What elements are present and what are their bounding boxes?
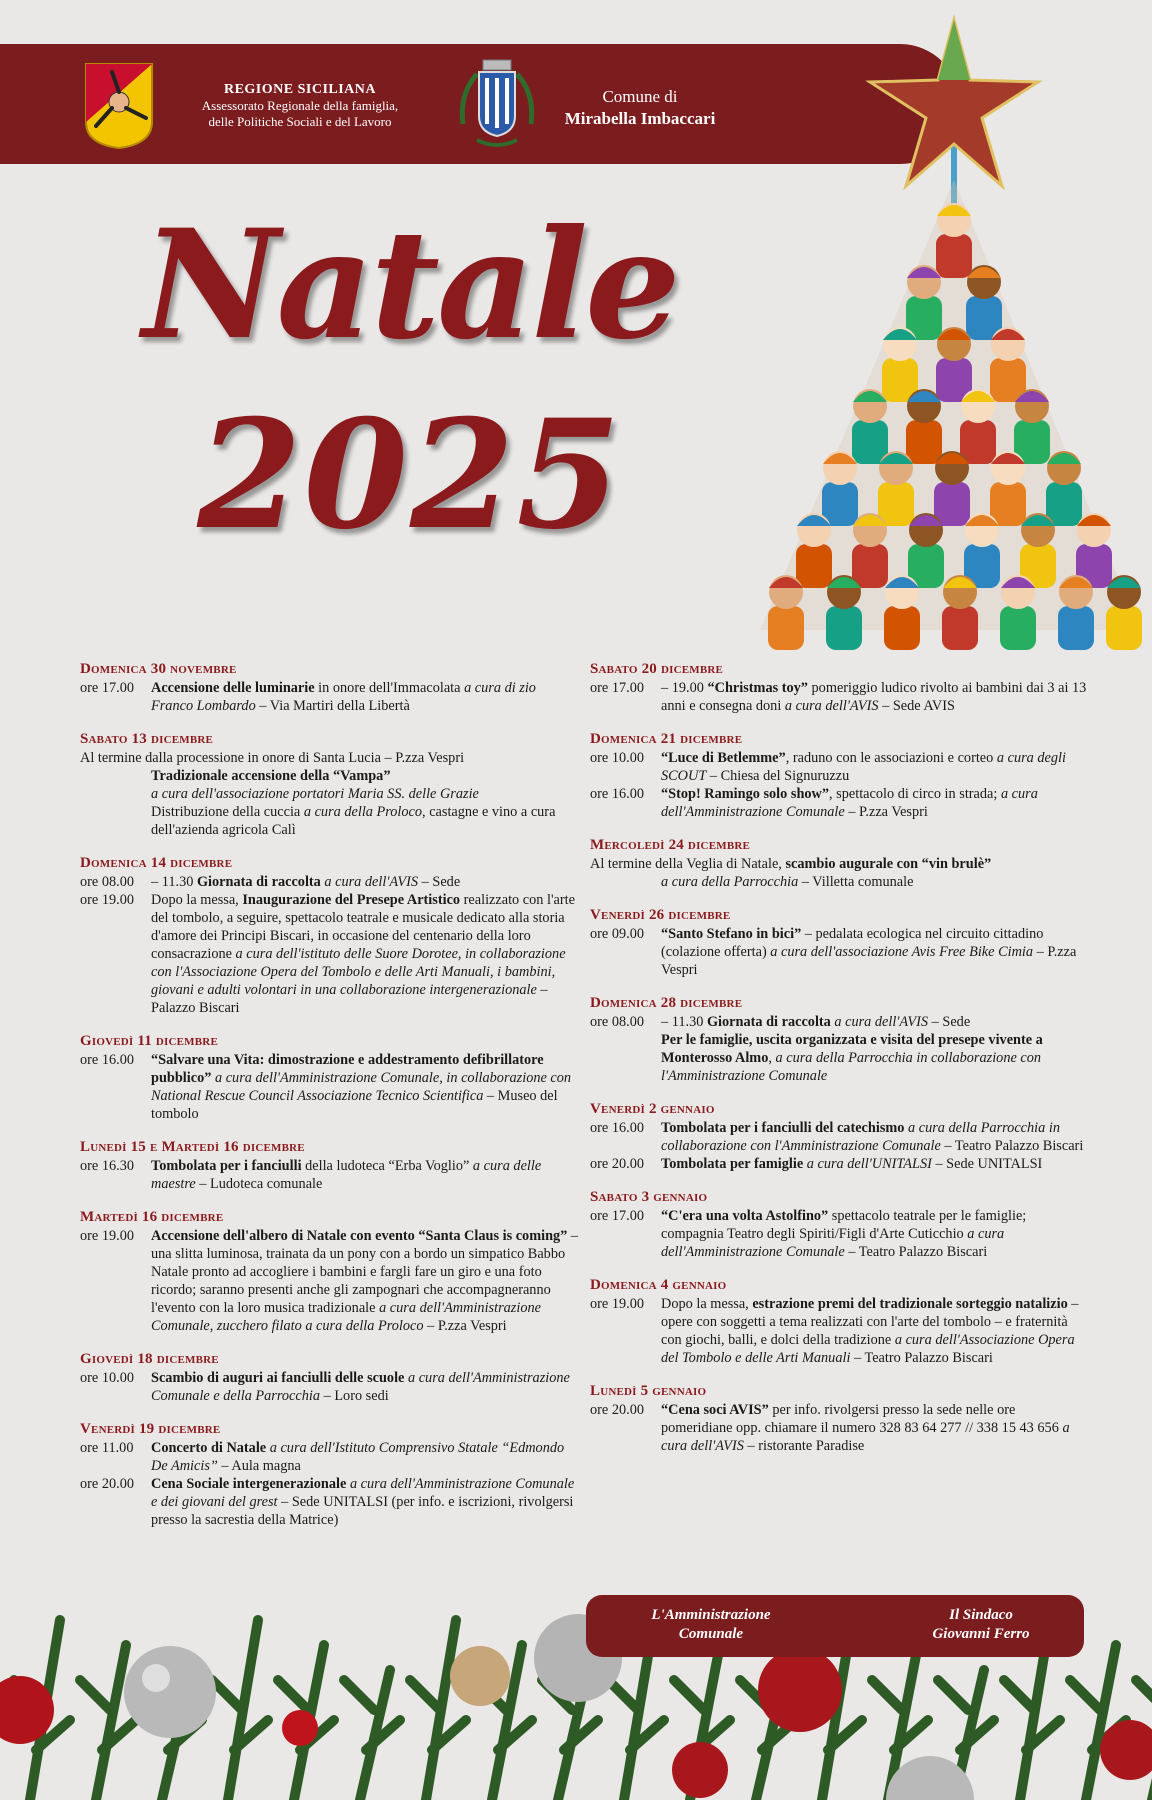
event-date-title: Lunedì 5 gennaio <box>590 1383 707 1399</box>
event-text: – Teatro Palazzo Biscari <box>844 1244 988 1260</box>
region-header <box>165 82 435 130</box>
event-time: ore 19.00 <box>80 892 134 908</box>
event-date-title: Lunedì 15 e Martedì 16 dicembre <box>80 1139 305 1155</box>
event-time <box>80 785 151 803</box>
event-block <box>80 1138 580 1193</box>
event-description <box>151 1439 580 1475</box>
child-figure <box>1000 606 1036 650</box>
event-text: a cura dell'Amministrazione Comunale, in collaborazione con National Rescue Council Associazione Tecnico Scientifica <box>151 1070 572 1104</box>
event-row <box>590 873 1090 891</box>
event-description <box>151 767 580 785</box>
event-time: ore 17.00 <box>590 1208 644 1224</box>
comune-crest-icon <box>455 54 539 158</box>
event-description <box>661 1295 1090 1367</box>
event-text: Accensione delle luminarie <box>151 680 315 696</box>
event-text: estrazione premi del tradizionale sorteggio natalizio <box>752 1296 1068 1312</box>
event-text: Tombolata per famiglie <box>661 1156 804 1172</box>
event-time: ore 08.00 <box>590 1014 644 1030</box>
children-christmas-tree-illustration <box>720 10 1152 650</box>
event-description <box>151 891 580 1017</box>
event-text: “Salvare una Vita: dimostrazione e addestramento defibrillatore pubblico” <box>151 1052 544 1086</box>
event-text: a cura dell'Associazione Opera del Tombolo e delle Arti Manuali <box>661 1332 1075 1366</box>
event-text: Inaugurazione del Presepe Artistico <box>242 892 461 908</box>
child-figure <box>990 482 1026 526</box>
event-text: a cura dell'associazione Avis Free Bike Cimia <box>770 944 1034 960</box>
event-date-title: Sabato 20 dicembre <box>590 661 724 677</box>
event-row <box>590 679 1090 715</box>
event-date-title: Venerdì 19 dicembre <box>80 1421 221 1437</box>
event-text: a cura dell'Amministrazione Comunale e della Parrocchia <box>151 1370 570 1404</box>
event-text: “C'era una volta Astolfino” <box>661 1208 829 1224</box>
event-text: a cura dell'associazione portatori Maria SS. delle Grazie <box>151 786 479 802</box>
event-date-title: Martedì 16 dicembre <box>80 1209 224 1225</box>
event-row <box>80 1369 580 1405</box>
event-description <box>151 873 580 891</box>
event-text: Scambio di auguri ai fanciulli delle scuole <box>151 1370 405 1386</box>
event-description <box>661 679 1090 715</box>
event-text: – 11.30 <box>661 1014 707 1030</box>
event-time: ore 16.00 <box>80 1052 134 1068</box>
event-text: Giornata di raccolta <box>706 1014 831 1030</box>
event-date-title: Giovedì 11 dicembre <box>80 1033 218 1049</box>
event-row <box>590 1119 1090 1155</box>
event-date-title: Venerdì 26 dicembre <box>590 907 731 923</box>
event-description <box>151 679 580 715</box>
event-text: a cura dell'AVIS <box>661 1420 1070 1454</box>
event-time: ore 16.00 <box>590 1120 644 1136</box>
event-row <box>80 873 580 891</box>
child-figure <box>960 420 996 464</box>
event-text: per info. rivolgersi presso la sede nelle ore pomeridiane opp. chiamare il numero 328 83 64 277 // 338 15 43 656 <box>661 1402 1063 1436</box>
event-text: – 19.00 <box>661 680 708 696</box>
event-time <box>590 873 661 891</box>
event-description <box>661 1119 1090 1155</box>
event-time: ore 11.00 <box>80 1440 134 1456</box>
event-text: , spettacolo di circo in strada; <box>829 786 1001 802</box>
event-text: – Museo del tombolo <box>151 1088 558 1122</box>
event-block <box>590 730 1090 821</box>
event-text: Concerto di Natale <box>151 1440 267 1456</box>
event-block <box>80 660 580 715</box>
event-text: scambio augurale con “vin brulè” <box>785 856 992 872</box>
event-date-title: Sabato 3 gennaio <box>590 1189 708 1205</box>
child-figure <box>906 420 942 464</box>
event-description <box>80 749 580 767</box>
event-row <box>80 1227 580 1335</box>
pine-branch <box>212 1620 268 1800</box>
event-text: Giornata di raccolta <box>196 874 321 890</box>
event-block <box>80 1420 580 1529</box>
event-text: – Aula magna <box>217 1458 301 1474</box>
event-text: – P.zza Vespri <box>661 944 1077 978</box>
event-text: , castagne e vino a cura dell'azienda agricola Calì <box>151 804 556 838</box>
event-row <box>80 1157 580 1193</box>
event-text: a cura dell'UNITALSI <box>806 1156 932 1172</box>
region-line2: Assessorato Regionale della famiglia, <box>201 98 399 113</box>
event-text: – Sede <box>418 874 461 890</box>
event-time: ore 08.00 <box>80 874 134 890</box>
event-date-title: Domenica 30 novembre <box>80 661 237 677</box>
event-text: , raduno con le associazioni e corteo <box>785 750 997 766</box>
event-text: – Via Martiri della Libertà <box>255 698 410 714</box>
event-time <box>80 767 151 785</box>
event-text: a cura della Parrocchia in collaborazione con l'Amministrazione Comunale <box>661 1120 1060 1154</box>
event-description <box>661 1401 1090 1455</box>
event-text: a cura della Parrocchia in collaborazione con l'Amministrazione Comunale <box>661 1050 1042 1084</box>
event-text: – una slitta luminosa, trainata da un pony con a bordo un simpatico Babbo Natale pronto ad accogliere i bambini e fargli fare un giro e una foto ricordo; saranno presenti anche gli zampognari che accompagneranno l'evento con la loro musica tradizionale <box>151 1228 579 1316</box>
pine-branch <box>80 1645 136 1800</box>
event-text: a cura della Parrocchia <box>661 874 799 890</box>
child-figure <box>1058 606 1094 650</box>
event-row <box>590 1295 1090 1367</box>
event-text: Tombolata per i fanciulli del catechismo <box>661 1120 905 1136</box>
event-text: “Luce di Betlemme” <box>661 750 786 766</box>
child-figure <box>1046 482 1082 526</box>
event-time: ore 17.00 <box>590 680 644 696</box>
event-block <box>80 1350 580 1405</box>
event-text: Distribuzione della cuccia <box>151 804 304 820</box>
event-block <box>80 730 580 839</box>
event-time: ore 16.30 <box>80 1158 134 1174</box>
child-figure <box>768 606 804 650</box>
region-line3: delle Politiche Sociali e del Lavoro <box>208 114 392 129</box>
event-description <box>661 785 1090 821</box>
event-time: ore 10.00 <box>80 1370 134 1386</box>
event-text: – Ludoteca comunale <box>195 1176 323 1192</box>
event-row <box>590 925 1090 979</box>
event-text: a cura dell'Amministrazione Comunale, zucchero filato a cura della Proloco <box>151 1300 541 1334</box>
event-text: – Loro sedi <box>320 1388 389 1404</box>
event-text: Per le famiglie, uscita organizzata e visita del presepe vivente a Monterosso Almo <box>661 1032 1043 1066</box>
child-figure <box>942 606 978 650</box>
event-text: a cura di zio Franco Lombardo <box>151 680 536 714</box>
event-text: della ludoteca “Erba Voglio” <box>301 1158 473 1174</box>
event-block <box>590 836 1090 891</box>
event-text: a cura dell'Amministrazione Comunale <box>661 786 1038 820</box>
event-row <box>80 679 580 715</box>
event-row <box>80 785 580 803</box>
event-row <box>590 749 1090 785</box>
event-description <box>590 855 1090 873</box>
event-row <box>590 1013 1090 1031</box>
event-description <box>661 1013 1090 1031</box>
pine-branch <box>410 1620 466 1800</box>
event-block <box>590 1382 1090 1455</box>
event-block <box>590 1276 1090 1367</box>
event-row <box>80 1475 580 1529</box>
event-text: Tombolata per i fanciulli <box>151 1158 302 1174</box>
event-row <box>80 767 580 785</box>
event-description <box>151 1051 580 1123</box>
event-block <box>80 1032 580 1123</box>
event-text: – Villetta comunale <box>798 874 914 890</box>
event-text: “Christmas toy” <box>707 680 808 696</box>
event-text: a cura dell'Istituto Comprensivo Statale “Edmondo De Amicis” <box>151 1440 565 1474</box>
event-block <box>590 660 1090 715</box>
region-name: REGIONE SICILIANA <box>223 82 377 97</box>
poster-title <box>70 190 750 610</box>
event-row <box>590 785 1090 821</box>
event-description <box>151 1227 580 1335</box>
event-text: Tradizionale accensione della “Vampa” <box>151 768 391 784</box>
event-text: in onore dell'Immacolata <box>314 680 465 696</box>
child-figure <box>796 544 832 588</box>
event-date-title: Mercoledì 24 dicembre <box>590 837 751 853</box>
event-row <box>80 1051 580 1123</box>
event-row <box>590 1207 1090 1261</box>
child-figure <box>878 482 914 526</box>
signature-mayor: Il Sindaco Giovanni Ferro <box>932 1607 1030 1642</box>
child-figure <box>826 606 862 650</box>
event-text: Cena Sociale intergenerazionale <box>151 1476 347 1492</box>
event-text: – ristorante Paradise <box>743 1438 865 1454</box>
event-row <box>80 1439 580 1475</box>
program-left-column <box>80 660 580 1544</box>
event-row <box>80 749 580 767</box>
child-figure <box>852 544 888 588</box>
event-text: a cura dell'AVIS <box>324 874 419 890</box>
event-text: “Santo Stefano in bici” <box>661 926 802 942</box>
event-row <box>590 1401 1090 1455</box>
event-time: ore 20.00 <box>80 1476 134 1492</box>
event-text: pomeriggio ludico rivolto ai bambini dai 3 ai 13 anni e consegna doni <box>661 680 1087 714</box>
event-text: a cura dell'Amministrazione Comunale e dei giovani del grest <box>151 1476 575 1510</box>
comune-name: Mirabella Imbaccari <box>564 109 716 128</box>
event-text: spettacolo teatrale per le famiglie; compagnia Teatro degli Spiriti/Figli d'Arte Cuticchio <box>661 1208 1027 1242</box>
event-text: Al termine dalla processione in onore di Santa Lucia – P.zza Vespri <box>80 750 465 766</box>
child-hat <box>937 205 971 216</box>
event-text: realizzato con l'arte del tombolo, a seguire, spettacolo teatrale e musicale dedicato alla storia d'amore dei Principi Biscari, in occasione del centenario della loro consacrazione <box>151 892 575 962</box>
event-text: Dopo la messa, <box>661 1296 753 1312</box>
event-text: – opere con soggetti a tema realizzati con l'arte del tombolo – e fraternità con giochi, balli, e dolci della tradizione <box>661 1296 1079 1348</box>
event-time: ore 19.00 <box>80 1228 134 1244</box>
event-row <box>590 1031 1090 1085</box>
event-text: a cura dell'AVIS <box>834 1014 929 1030</box>
event-row <box>590 1155 1090 1173</box>
child-figure <box>822 482 858 526</box>
event-time <box>80 803 151 839</box>
event-text: – pedalata ecologica nel circuito cittadino (colazione offerta) <box>661 926 1044 960</box>
event-text: “Stop! Ramingo solo show” <box>661 786 830 802</box>
event-text: a cura dell'AVIS <box>784 698 879 714</box>
event-row <box>80 891 580 1017</box>
trinacria-crest-icon <box>82 60 156 150</box>
event-description <box>151 1157 580 1193</box>
title-year: 2025 <box>197 387 623 563</box>
event-description <box>151 1475 580 1529</box>
event-date-title: Domenica 14 dicembre <box>80 855 233 871</box>
event-text: – Sede UNITALSI (per info. e iscrizioni, rivolgersi presso la sacrestia della Matrice) <box>151 1494 574 1528</box>
child-figure <box>852 420 888 464</box>
event-description <box>661 749 1090 785</box>
event-text: “Cena soci AVIS” <box>661 1402 769 1418</box>
event-text: – Sede UNITALSI <box>931 1156 1043 1172</box>
event-time <box>590 1031 661 1085</box>
event-description <box>661 873 1090 891</box>
event-text: a cura dell'istituto delle Suore Dorotee, in collaborazione con l'Associazione Opera del Tombolo e delle Arti Manuali, i bambini, giovani e adulti volontari in una collaborazione intergenerazionale <box>151 946 566 998</box>
event-block <box>590 1100 1090 1173</box>
event-time: ore 17.00 <box>80 680 134 696</box>
event-block <box>590 1188 1090 1261</box>
event-description <box>661 1155 1090 1173</box>
event-time: ore 16.00 <box>590 786 644 802</box>
event-description <box>151 785 580 803</box>
event-text: Accensione dell'albero di Natale con evento “Santa Claus is coming” <box>151 1228 568 1244</box>
event-time: ore 19.00 <box>590 1296 644 1312</box>
event-time: ore 10.00 <box>590 750 644 766</box>
event-date-title: Domenica 21 dicembre <box>590 731 743 747</box>
comune-header <box>550 86 730 130</box>
comune-line1: Comune di <box>602 87 678 106</box>
child-figure <box>1106 606 1142 650</box>
event-description <box>661 1031 1090 1085</box>
event-description <box>151 1369 580 1405</box>
event-date-title: Sabato 13 dicembre <box>80 731 214 747</box>
event-text: a cura dell'Amministrazione Comunale <box>661 1226 1005 1260</box>
event-block <box>80 854 580 1017</box>
event-time: ore 20.00 <box>590 1402 644 1418</box>
event-text: – Palazzo Biscari <box>151 982 548 1016</box>
event-description <box>661 1207 1090 1261</box>
event-text: a cura della Proloco <box>303 804 423 820</box>
event-text: – Teatro Palazzo Biscari <box>940 1138 1084 1154</box>
title-natale: Natale <box>142 197 678 373</box>
signature-box <box>586 1595 1084 1657</box>
signature-administration: L'Amministrazione Comunale <box>651 1607 771 1642</box>
event-text: a cura degli SCOUT <box>661 750 1066 784</box>
event-date-title: Giovedì 18 dicembre <box>80 1351 219 1367</box>
pine-branch <box>344 1670 400 1800</box>
child-figure <box>936 234 972 278</box>
event-date-title: Venerdì 2 gennaio <box>590 1101 715 1117</box>
event-text: – Teatro Palazzo Biscari <box>850 1350 993 1366</box>
child-figure <box>934 482 970 526</box>
event-text: Al termine della Veglia di Natale, <box>590 856 786 872</box>
event-text: Dopo la messa, <box>151 892 243 908</box>
event-text: – P.zza Vespri <box>844 804 928 820</box>
event-text: , <box>768 1050 776 1066</box>
event-text: – Sede <box>928 1014 971 1030</box>
event-description <box>151 803 580 839</box>
event-block <box>80 1208 580 1335</box>
event-description <box>661 925 1090 979</box>
event-row <box>590 855 1090 873</box>
event-time: ore 20.00 <box>590 1156 644 1172</box>
program-right-column <box>590 660 1090 1470</box>
event-text: – P.zza Vespri <box>423 1318 507 1334</box>
event-time: ore 09.00 <box>590 926 644 942</box>
child-figure <box>884 606 920 650</box>
event-date-title: Domenica 4 gennaio <box>590 1277 727 1293</box>
event-block <box>590 906 1090 979</box>
event-text: – Chiesa del Signuruzzu <box>706 768 850 784</box>
event-text: a cura delle maestre <box>151 1158 542 1192</box>
event-date-title: Domenica 28 dicembre <box>590 995 743 1011</box>
event-block <box>590 994 1090 1085</box>
event-text: – Sede AVIS <box>878 698 955 714</box>
event-text: – 11.30 <box>151 874 197 890</box>
event-row <box>80 803 580 839</box>
